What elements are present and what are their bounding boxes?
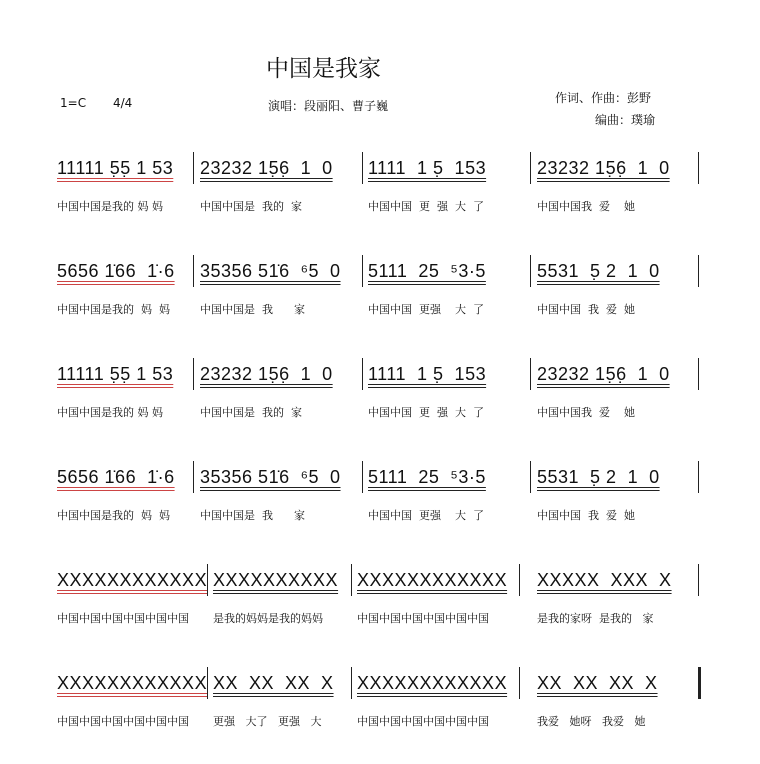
barline — [362, 152, 363, 184]
measure-lyrics: 中国中国是我的 妈 妈 — [57, 406, 163, 419]
barline — [193, 461, 194, 493]
measure-lyrics: 中国中国中国中国中国中国 — [57, 612, 189, 625]
barline — [351, 564, 352, 596]
measure-lyrics: 中国中国是 我 家 — [200, 509, 305, 522]
measure-lyrics: 更强 大了 更强 大 — [213, 715, 322, 728]
measure-notes: 23232 15̣6̣ 1 0 — [200, 364, 333, 384]
measure-lyrics: 中国中国是 我 家 — [200, 303, 305, 316]
measure-notes: 5111 25 ⁵3·5 — [368, 467, 486, 487]
barline — [698, 564, 699, 596]
song-title: 中国是我家 — [266, 56, 381, 82]
measure-notes: 5531 5̣ 2 1 0 — [537, 261, 660, 281]
barline — [351, 667, 352, 699]
barline — [698, 255, 699, 287]
measure-notes: 11111 5̣5̣ 1 53 — [57, 158, 174, 178]
measure-notes: XXXXXXXXXXXX — [357, 673, 508, 693]
composer: 作词、作曲：彭野 — [555, 91, 652, 105]
measure-lyrics: 中国中国是我的 妈 妈 — [57, 303, 170, 316]
barline — [193, 255, 194, 287]
measure-lyrics: 中国中国 更 强 大 了 — [368, 200, 484, 213]
barline — [530, 461, 531, 493]
measure-notes: 23232 15̣6̣ 1 0 — [537, 364, 670, 384]
measure-notes: 5656 1̇66 1̇·6 — [57, 467, 175, 487]
barline — [193, 358, 194, 390]
measure-lyrics: 中国中国我 爱 她 — [537, 406, 635, 419]
measure-lyrics: 中国中国中国中国中国中国 — [357, 715, 489, 728]
measure-lyrics: 是我的妈妈是我的妈妈 — [213, 612, 323, 625]
barline — [362, 358, 363, 390]
measure-notes: 1111 1 5̣ 153 — [368, 158, 487, 178]
measure-notes: 11111 5̣5̣ 1 53 — [57, 364, 174, 384]
score-row — [0, 158, 760, 218]
barline — [698, 358, 699, 390]
measure-lyrics: 中国中国 我 爱 她 — [537, 509, 635, 522]
measure-notes: 5531 5̣ 2 1 0 — [537, 467, 660, 487]
measure-notes: XX XX XX X — [213, 673, 334, 693]
measure-notes: XXXXXXXXXXXX — [357, 570, 508, 590]
score-row — [0, 570, 760, 630]
barline — [362, 255, 363, 287]
score-row — [0, 673, 760, 733]
measure-lyrics: 中国中国 更强 大 了 — [368, 303, 484, 316]
barline — [530, 152, 531, 184]
singers: 演唱：段丽阳、曹子巍 — [268, 99, 389, 113]
measure-lyrics: 中国中国 我 爱 她 — [537, 303, 635, 316]
score-row — [0, 364, 760, 424]
measure-lyrics: 中国中国中国中国中国中国 — [357, 612, 489, 625]
barline — [207, 667, 208, 699]
measure-notes: 1111 1 5̣ 153 — [368, 364, 487, 384]
barline — [519, 564, 520, 596]
final-barline — [698, 667, 701, 699]
measure-notes: 5656 1̇66 1̇·6 — [57, 261, 175, 281]
time-signature: 4/4 — [113, 96, 133, 110]
measure-notes: XXXXXXXXXXXX — [57, 570, 208, 590]
measure-notes: XX XX XX X — [537, 673, 658, 693]
score-row — [0, 467, 760, 527]
key-signature: 1=C — [60, 96, 87, 110]
arranger: 编曲：璞瑜 — [595, 113, 656, 127]
measure-notes: 35356 51̇6 ⁶5 0 — [200, 467, 341, 487]
measure-lyrics: 中国中国是我的 妈 妈 — [57, 200, 163, 213]
measure-notes: XXXXXXXXXX — [213, 570, 339, 590]
measure-notes: 35356 51̇6 ⁶5 0 — [200, 261, 341, 281]
measure-notes: 23232 15̣6̣ 1 0 — [200, 158, 333, 178]
barline — [530, 358, 531, 390]
barline — [207, 564, 208, 596]
barline — [530, 255, 531, 287]
measure-lyrics: 是我的家呀 是我的 家 — [537, 612, 654, 625]
measure-lyrics: 中国中国是 我的 家 — [200, 200, 302, 213]
measure-notes: 23232 15̣6̣ 1 0 — [537, 158, 670, 178]
measure-lyrics: 中国中国中国中国中国中国 — [57, 715, 189, 728]
score-row — [0, 261, 760, 321]
measure-lyrics: 中国中国 更 强 大 了 — [368, 406, 484, 419]
barline — [698, 152, 699, 184]
barline — [362, 461, 363, 493]
measure-lyrics: 中国中国我 爱 她 — [537, 200, 635, 213]
barline — [193, 152, 194, 184]
measure-lyrics: 中国中国 更强 大 了 — [368, 509, 484, 522]
measure-notes: 5111 25 ⁵3·5 — [368, 261, 486, 281]
measure-notes: XXXXXXXXXXXX — [57, 673, 208, 693]
measure-lyrics: 中国中国是我的 妈 妈 — [57, 509, 170, 522]
barline — [519, 667, 520, 699]
measure-lyrics: 我爱 她呀 我爱 她 — [537, 715, 646, 728]
measure-lyrics: 中国中国是 我的 家 — [200, 406, 302, 419]
measure-notes: XXXXX XXX X — [537, 570, 672, 590]
barline — [698, 461, 699, 493]
